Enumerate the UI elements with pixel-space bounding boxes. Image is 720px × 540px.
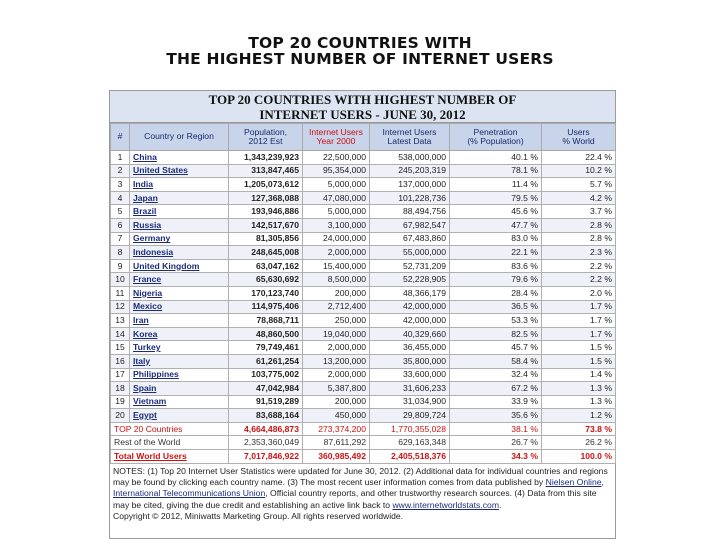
country-cell[interactable] xyxy=(130,164,229,178)
table-row xyxy=(111,300,616,314)
table-row xyxy=(111,314,616,328)
population-cell: 91,519,289 xyxy=(229,395,303,409)
country-cell[interactable] xyxy=(130,273,229,287)
table-row xyxy=(111,178,616,192)
world-share-cell: 2.2 % xyxy=(542,259,616,273)
table-heading xyxy=(110,91,615,123)
statistics-panel xyxy=(109,90,616,539)
country-link[interactable]: Italy xyxy=(133,355,151,366)
users-latest-cell: 245,203,319 xyxy=(370,164,450,178)
users-latest-cell: 538,000,000 xyxy=(370,151,450,165)
penetration-cell: 58.4 % xyxy=(450,354,542,368)
table-row xyxy=(111,354,616,368)
world-share-cell: 1.3 % xyxy=(542,382,616,396)
population-cell: 78,868,711 xyxy=(229,314,303,328)
population-cell: 79,749,461 xyxy=(229,341,303,355)
summary-population: 2,353,360,049 xyxy=(229,436,303,450)
penetration-cell: 53.3 % xyxy=(450,314,542,328)
country-link[interactable]: Nigeria xyxy=(133,287,163,298)
users-latest-cell: 33,600,000 xyxy=(370,368,450,382)
country-link[interactable]: Philippines xyxy=(133,369,179,380)
summary-population: 4,664,486,873 xyxy=(229,422,303,436)
country-link[interactable]: Vietnam xyxy=(133,396,167,407)
internetworldstats-link[interactable]: www.internetworldstats.com xyxy=(392,499,499,510)
rank-cell: 18 xyxy=(111,382,130,396)
world-share-cell: 1.7 % xyxy=(542,327,616,341)
slide-title-line-2: THE HIGHEST NUMBER OF INTERNET USERS xyxy=(166,50,554,68)
population-cell: 193,946,886 xyxy=(229,205,303,219)
users-latest-cell: 42,000,000 xyxy=(370,314,450,328)
rank-cell: 15 xyxy=(111,341,130,355)
rank-cell: 8 xyxy=(111,246,130,260)
country-link[interactable]: China xyxy=(133,151,157,162)
users-2000-cell: 2,712,400 xyxy=(303,300,370,314)
users-2000-cell: 2,000,000 xyxy=(303,246,370,260)
users-2000-cell: 8,500,000 xyxy=(303,273,370,287)
country-cell[interactable] xyxy=(130,218,229,232)
world-share-cell: 1.7 % xyxy=(542,314,616,328)
summary-world-share: 100.0 % xyxy=(542,450,616,464)
country-rows xyxy=(111,151,616,423)
notes-text: NOTES: (1) Top 20 Internet User Statistics were updated for June 30, 2012. (2) Additional data for individual countries and regions may be found by clicking each country name. (3) The most recent user information comes from data published by xyxy=(113,465,608,488)
table-row xyxy=(111,259,616,273)
users-2000-cell: 95,354,000 xyxy=(303,164,370,178)
users-2000-cell: 5,000,000 xyxy=(303,205,370,219)
users-2000-cell: 22,500,000 xyxy=(303,151,370,165)
penetration-cell: 78.1 % xyxy=(450,164,542,178)
col-header-country: Country or Region xyxy=(130,124,229,151)
country-cell[interactable] xyxy=(130,382,229,396)
summary-users-2000: 360,985,492 xyxy=(303,450,370,464)
notes-block xyxy=(110,464,615,523)
world-share-cell: 2.2 % xyxy=(542,273,616,287)
country-link[interactable]: United States xyxy=(133,165,188,176)
world-share-cell: 5.7 % xyxy=(542,178,616,192)
country-link[interactable]: Russia xyxy=(133,219,162,230)
penetration-cell: 36.5 % xyxy=(450,300,542,314)
population-cell: 170,123,740 xyxy=(229,286,303,300)
users-latest-cell: 36,455,000 xyxy=(370,341,450,355)
users-2000-cell: 450,000 xyxy=(303,409,370,423)
country-cell[interactable] xyxy=(130,232,229,246)
users-2000-cell: 200,000 xyxy=(303,286,370,300)
table-row xyxy=(111,286,616,300)
users-latest-cell: 55,000,000 xyxy=(370,246,450,260)
rank-cell: 5 xyxy=(111,205,130,219)
country-cell[interactable] xyxy=(130,314,229,328)
rank-cell: 1 xyxy=(111,151,130,165)
users-2000-cell: 200,000 xyxy=(303,395,370,409)
summary-users-2000: 273,374,200 xyxy=(303,422,370,436)
users-latest-cell: 35,800,000 xyxy=(370,354,450,368)
users-2000-cell: 2,000,000 xyxy=(303,341,370,355)
country-link[interactable]: Egypt xyxy=(133,410,157,421)
rank-cell: 20 xyxy=(111,409,130,423)
penetration-cell: 35.6 % xyxy=(450,409,542,423)
itu-link[interactable]: International Telecommunications Union xyxy=(113,488,266,499)
table-row xyxy=(111,246,616,260)
users-latest-cell: 88,494,756 xyxy=(370,205,450,219)
internet-users-table xyxy=(110,123,616,464)
users-latest-cell: 42,000,000 xyxy=(370,300,450,314)
world-share-cell: 2.8 % xyxy=(542,232,616,246)
world-share-cell: 2.3 % xyxy=(542,246,616,260)
users-latest-cell: 101,228,736 xyxy=(370,191,450,205)
users-2000-cell: 13,200,000 xyxy=(303,354,370,368)
summary-row-rest xyxy=(111,436,616,450)
col-header-world-share: Users % World xyxy=(542,124,616,151)
penetration-cell: 32.4 % xyxy=(450,368,542,382)
country-link[interactable]: Brazil xyxy=(133,206,157,217)
country-cell[interactable] xyxy=(130,300,229,314)
penetration-cell: 28.4 % xyxy=(450,286,542,300)
rank-cell: 9 xyxy=(111,259,130,273)
notes-separator: , xyxy=(601,477,604,488)
users-2000-cell: 5,387,800 xyxy=(303,382,370,396)
population-cell: 83,688,164 xyxy=(229,409,303,423)
country-link[interactable]: Turkey xyxy=(133,342,161,353)
summary-label: TOP 20 Countries xyxy=(111,422,229,436)
world-share-cell: 2.0 % xyxy=(542,286,616,300)
users-latest-cell: 67,982,547 xyxy=(370,218,450,232)
country-cell[interactable] xyxy=(130,246,229,260)
users-latest-cell: 48,366,179 xyxy=(370,286,450,300)
population-cell: 61,261,254 xyxy=(229,354,303,368)
notes-text-end: . xyxy=(498,499,502,510)
table-row xyxy=(111,395,616,409)
world-share-cell: 10.2 % xyxy=(542,164,616,178)
nielsen-online-link[interactable]: Nielsen Online xyxy=(545,477,602,488)
country-cell[interactable] xyxy=(130,178,229,192)
country-cell[interactable] xyxy=(130,354,229,368)
table-row xyxy=(111,218,616,232)
rank-cell: 7 xyxy=(111,232,130,246)
penetration-cell: 45.6 % xyxy=(450,205,542,219)
country-link[interactable]: Indonesia xyxy=(133,246,174,257)
users-latest-cell: 31,606,233 xyxy=(370,382,450,396)
total-world-users-link[interactable]: Total World Users xyxy=(114,450,187,461)
table-row xyxy=(111,151,616,165)
country-link[interactable]: Iran xyxy=(133,314,149,325)
country-cell[interactable] xyxy=(130,395,229,409)
col-header-users-latest: Internet Users Latest Data xyxy=(370,124,450,151)
users-latest-cell: 40,329,660 xyxy=(370,327,450,341)
summary-row-top20 xyxy=(111,422,616,436)
country-cell[interactable] xyxy=(130,341,229,355)
summary-world-share: 73.8 % xyxy=(542,422,616,436)
rank-cell: 6 xyxy=(111,218,130,232)
rank-cell: 11 xyxy=(111,286,130,300)
table-row xyxy=(111,205,616,219)
rank-cell: 16 xyxy=(111,354,130,368)
penetration-cell: 47.7 % xyxy=(450,218,542,232)
penetration-cell: 79.6 % xyxy=(450,273,542,287)
users-latest-cell: 31,034,900 xyxy=(370,395,450,409)
col-header-rank: # xyxy=(111,124,130,151)
users-latest-cell: 52,228,905 xyxy=(370,273,450,287)
summary-users-latest: 629,163,348 xyxy=(370,436,450,450)
world-share-cell: 1.2 % xyxy=(542,409,616,423)
col-header-population: Population, 2012 Est xyxy=(229,124,303,151)
country-link[interactable]: India xyxy=(133,178,154,189)
table-row xyxy=(111,164,616,178)
penetration-cell: 11.4 % xyxy=(450,178,542,192)
country-link[interactable]: Germany xyxy=(133,233,171,244)
country-cell[interactable] xyxy=(130,286,229,300)
notes-text-continued: , Official country reports, and other trustworthy research sources. (4) Data from this site may be cited, giving the due credit and establishing an active link back to xyxy=(113,488,597,510)
summary-users-2000: 87,611,292 xyxy=(303,436,370,450)
population-cell: 63,047,162 xyxy=(229,259,303,273)
rank-cell: 10 xyxy=(111,273,130,287)
population-cell: 48,860,500 xyxy=(229,327,303,341)
rank-cell: 13 xyxy=(111,314,130,328)
summary-users-latest: 1,770,355,028 xyxy=(370,422,450,436)
slide-title-line-1: TOP 20 COUNTRIES WITH xyxy=(248,34,472,52)
users-latest-cell: 137,000,000 xyxy=(370,178,450,192)
users-2000-cell: 19,040,000 xyxy=(303,327,370,341)
country-cell[interactable] xyxy=(130,191,229,205)
penetration-cell: 79.5 % xyxy=(450,191,542,205)
table-row xyxy=(111,273,616,287)
table-row xyxy=(111,341,616,355)
country-link[interactable]: United Kingdom xyxy=(133,260,200,271)
table-row xyxy=(111,382,616,396)
table-row xyxy=(111,232,616,246)
table-heading-line-2: INTERNET USERS - JUNE 30, 2012 xyxy=(259,106,466,122)
population-cell: 313,847,465 xyxy=(229,164,303,178)
country-cell[interactable] xyxy=(130,151,229,165)
country-cell[interactable] xyxy=(130,205,229,219)
summary-penetration: 38.1 % xyxy=(450,422,542,436)
country-cell[interactable] xyxy=(130,368,229,382)
users-latest-cell: 29,809,724 xyxy=(370,409,450,423)
users-2000-cell: 47,080,000 xyxy=(303,191,370,205)
penetration-cell: 83.0 % xyxy=(450,232,542,246)
table-heading-line-1: TOP 20 COUNTRIES WITH HIGHEST NUMBER OF xyxy=(208,92,517,107)
country-link[interactable]: Spain xyxy=(133,382,157,393)
population-cell: 81,305,856 xyxy=(229,232,303,246)
table-row xyxy=(111,191,616,205)
users-2000-cell: 15,400,000 xyxy=(303,259,370,273)
col-header-users-2000: Internet Users Year 2000 xyxy=(303,124,370,151)
world-share-cell: 1.7 % xyxy=(542,300,616,314)
population-cell: 47,042,984 xyxy=(229,382,303,396)
country-link[interactable]: Mexico xyxy=(133,301,163,312)
users-2000-cell: 24,000,000 xyxy=(303,232,370,246)
population-cell: 114,975,406 xyxy=(229,300,303,314)
population-cell: 1,205,073,612 xyxy=(229,178,303,192)
summary-label[interactable] xyxy=(111,450,229,464)
rank-cell: 17 xyxy=(111,368,130,382)
penetration-cell: 83.6 % xyxy=(450,259,542,273)
users-latest-cell: 67,483,860 xyxy=(370,232,450,246)
summary-row-total xyxy=(111,450,616,464)
world-share-cell: 1.4 % xyxy=(542,368,616,382)
world-share-cell: 3.7 % xyxy=(542,205,616,219)
users-2000-cell: 250,000 xyxy=(303,314,370,328)
summary-world-share: 26.2 % xyxy=(542,436,616,450)
summary-penetration: 26.7 % xyxy=(450,436,542,450)
population-cell: 142,517,670 xyxy=(229,218,303,232)
country-cell[interactable] xyxy=(130,259,229,273)
rank-cell: 3 xyxy=(111,178,130,192)
country-link[interactable]: Japan xyxy=(133,192,158,203)
world-share-cell: 1.5 % xyxy=(542,341,616,355)
country-cell[interactable] xyxy=(130,409,229,423)
country-link[interactable]: Korea xyxy=(133,328,158,339)
penetration-cell: 40.1 % xyxy=(450,151,542,165)
col-header-penetration: Penetration (% Population) xyxy=(450,124,542,151)
population-cell: 65,630,692 xyxy=(229,273,303,287)
table-row xyxy=(111,409,616,423)
copyright-text: Copyright © 2012, Miniwatts Marketing Group. All rights reserved worldwide. xyxy=(113,511,404,522)
penetration-cell: 45.7 % xyxy=(450,341,542,355)
users-2000-cell: 2,000,000 xyxy=(303,368,370,382)
penetration-cell: 33.9 % xyxy=(450,395,542,409)
population-cell: 127,368,088 xyxy=(229,191,303,205)
population-cell: 103,775,002 xyxy=(229,368,303,382)
summary-users-latest: 2,405,518,376 xyxy=(370,450,450,464)
world-share-cell: 4.2 % xyxy=(542,191,616,205)
rank-cell: 12 xyxy=(111,300,130,314)
users-2000-cell: 3,100,000 xyxy=(303,218,370,232)
summary-label: Rest of the World xyxy=(111,436,229,450)
world-share-cell: 1.3 % xyxy=(542,395,616,409)
world-share-cell: 2.8 % xyxy=(542,218,616,232)
rank-cell: 4 xyxy=(111,191,130,205)
penetration-cell: 22.1 % xyxy=(450,246,542,260)
population-cell: 248,645,008 xyxy=(229,246,303,260)
country-link[interactable]: France xyxy=(133,274,162,285)
rank-cell: 14 xyxy=(111,327,130,341)
summary-population: 7,017,846,922 xyxy=(229,450,303,464)
rank-cell: 2 xyxy=(111,164,130,178)
table-row xyxy=(111,327,616,341)
penetration-cell: 82.5 % xyxy=(450,327,542,341)
population-cell: 1,343,239,923 xyxy=(229,151,303,165)
column-header-row xyxy=(111,124,616,151)
rank-cell: 19 xyxy=(111,395,130,409)
summary-penetration: 34.3 % xyxy=(450,450,542,464)
slide-title xyxy=(0,35,720,67)
world-share-cell: 1.5 % xyxy=(542,354,616,368)
users-latest-cell: 52,731,209 xyxy=(370,259,450,273)
world-share-cell: 22.4 % xyxy=(542,151,616,165)
penetration-cell: 67.2 % xyxy=(450,382,542,396)
users-2000-cell: 5,000,000 xyxy=(303,178,370,192)
country-cell[interactable] xyxy=(130,327,229,341)
table-row xyxy=(111,368,616,382)
